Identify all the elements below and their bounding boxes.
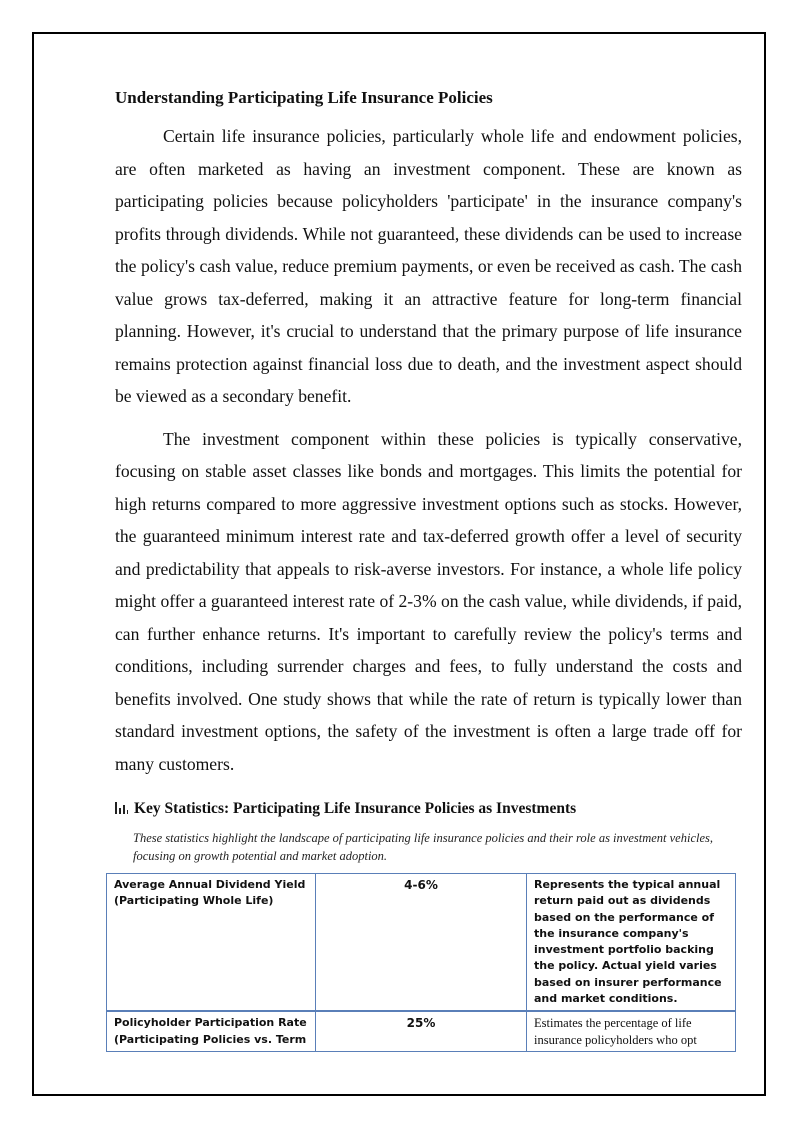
stats-description: These statistics highlight the landscape of participating life insurance policies and their role as investment vehicles, focusing on growth potential and market adoption. (133, 831, 714, 863)
metric-cell: Average Annual Dividend Yield (Participating Whole Life) (107, 874, 316, 1012)
stats-table (106, 873, 736, 1052)
description-cell: Estimates the percentage of life insurance policyholders who opt (527, 1011, 736, 1051)
table-row (107, 1011, 736, 1051)
stats-heading (115, 800, 576, 818)
value-cell: 25% (316, 1011, 527, 1051)
document-body (115, 86, 742, 790)
stats-heading-text: Key Statistics: Participating Life Insurance Policies as Investments (134, 800, 577, 817)
bar-chart-icon (115, 802, 128, 814)
document-title: Understanding Participating Life Insurance Policies (115, 88, 493, 107)
table-row (107, 874, 736, 1012)
description-cell: Represents the typical annual return paid out as dividends based on the performance of the insurance company's investment portfolio backing the policy. Actual yield varies based on insurer performance and market conditions. (527, 874, 736, 1012)
paragraph-1: Certain life insurance policies, particularly whole life and endowment policies, are often marketed as having an investment component. These are known as participating policies because policyholders 'participate' in the insurance company's profits through dividends. While not guaranteed, these dividends can be used to increase the policy's cash value, reduce premium payments, or even be received as cash. The cash value grows tax-deferred, making it an attractive feature for long-term financial planning. However, it's crucial to understand that the primary purpose of life insurance remains protection against financial loss due to death, and the investment aspect should be viewed as a secondary benefit. (115, 126, 742, 406)
paragraph-2: The investment component within these policies is typically conservative, focusing on stable asset classes like bonds and mortgages. This limits the potential for high returns compared to more aggressive investment options such as stocks. However, the guaranteed minimum interest rate and tax-deferred growth offer a level of security and predictability that appeals to risk-averse investors. For instance, a whole life policy might offer a guaranteed interest rate of 2-3% on the cash value, while dividends, if paid, can further enhance returns. It's important to carefully review the policy's terms and conditions, including surrender charges and fees, to fully understand the costs and benefits involved. One study shows that while the rate of return is typically lower than standard investment options, the safety of the investment is often a large trade off for many customers. (115, 428, 742, 774)
metric-cell: Policyholder Participation Rate (Participating Policies vs. Term (107, 1011, 316, 1051)
value-cell: 4-6% (316, 874, 527, 1012)
